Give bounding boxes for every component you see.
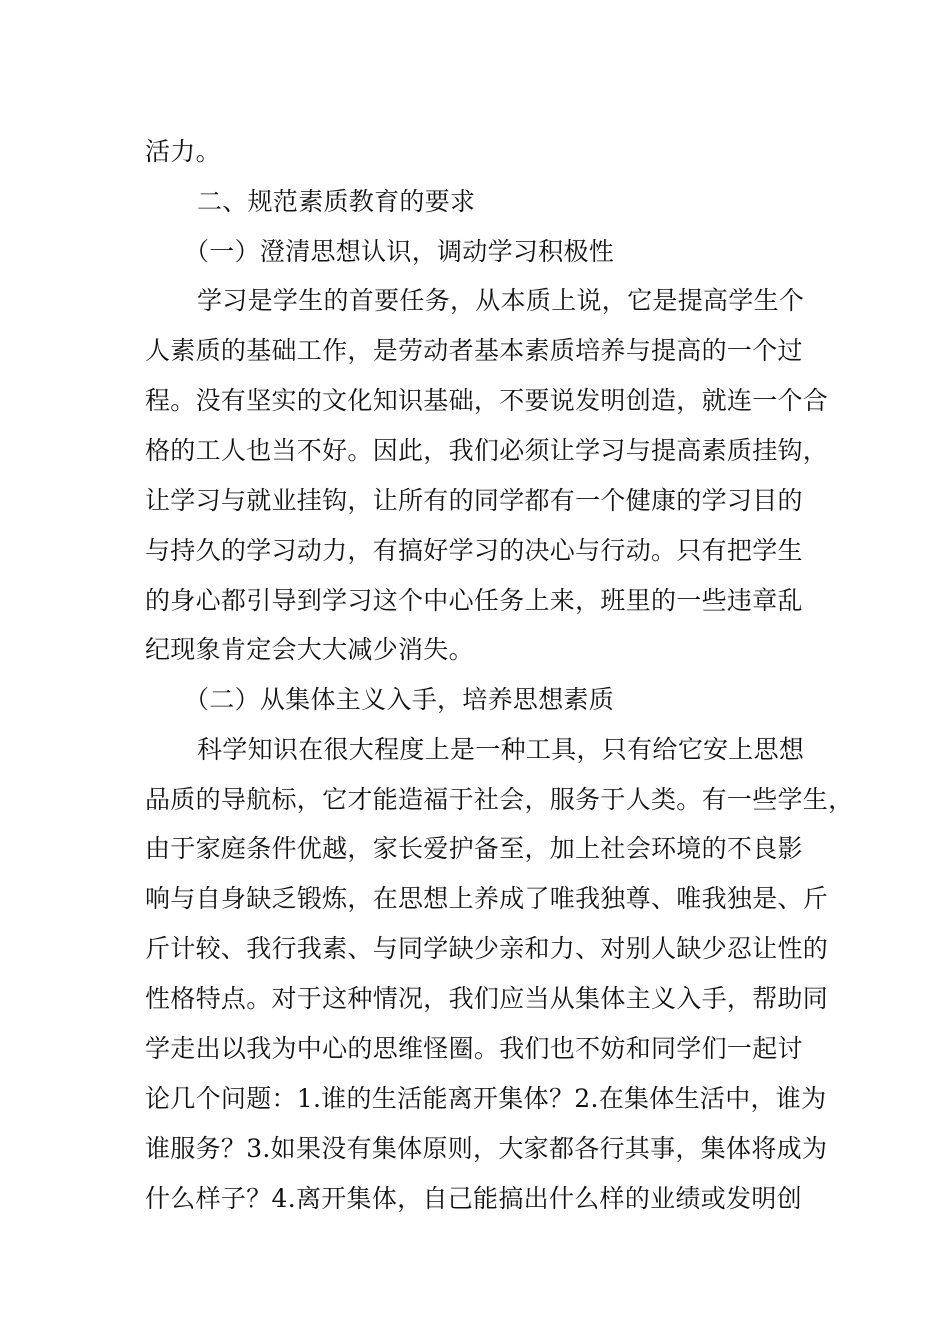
paragraph-line: 的身心都引导到学习这个中心任务上来，班里的一些违章乱 [145,586,803,615]
paragraph-line: 品质的导航标，它才能造福于社会，服务于人类。有一些学生， [145,785,854,814]
paragraph-line: 科学知识在很大程度上是一种工具，只有给它安上思想 [197,735,805,764]
subsection-heading: （一）澄清思想认识，调动学习积极性 [184,237,615,266]
paragraph-line: 谁服务？3.如果没有集体原则，大家都各行其事，集体将成为 [145,1134,828,1163]
paragraph-line: 让学习与就业挂钩，让所有的同学都有一个健康的学习目的 [145,486,803,515]
paragraph-line: 程。没有坚实的文化知识基础，不要说发明创造，就连一个合 [145,386,829,415]
subsection-heading: （二）从集体主义入手，培养思想素质 [184,685,615,714]
paragraph-line: 与持久的学习动力，有搞好学习的决心与行动。只有把学生 [145,536,803,565]
section-heading: 二、规范素质教育的要求 [197,187,476,216]
paragraph-line: 由于家庭条件优越，家长爱护备至，加上社会环境的不良影 [145,834,803,863]
paragraph-line: 人素质的基础工作，是劳动者基本素质培养与提高的一个过 [145,336,803,365]
paragraph-line: 斤计较、我行我素、与同学缺少亲和力、对别人缺少忍让性的 [145,934,829,963]
paragraph-line: 什么样子？4.离开集体，自己能搞出什么样的业绩或发明创 [145,1184,802,1213]
paragraph-line: 学走出以我为中心的思维怪圈。我们也不妨和同学们一起讨 [145,1034,803,1063]
paragraph-line: 响与自身缺乏锻炼，在思想上养成了唯我独尊、唯我独是、斤 [145,884,829,913]
paragraph-line: 活力。 [145,137,221,166]
paragraph-line: 格的工人也当不好。因此，我们必须让学习与提高素质挂钩， [145,436,829,465]
paragraph-line: 性格特点。对于这种情况，我们应当从集体主义入手，帮助同 [145,984,829,1013]
paragraph-line: 学习是学生的首要任务，从本质上说，它是提高学生个 [197,286,805,315]
paragraph-line: 纪现象肯定会大大减少消失。 [145,635,474,664]
paragraph-line: 论几个问题：1.谁的生活能离开集体？2.在集体生活中，谁为 [145,1084,827,1113]
